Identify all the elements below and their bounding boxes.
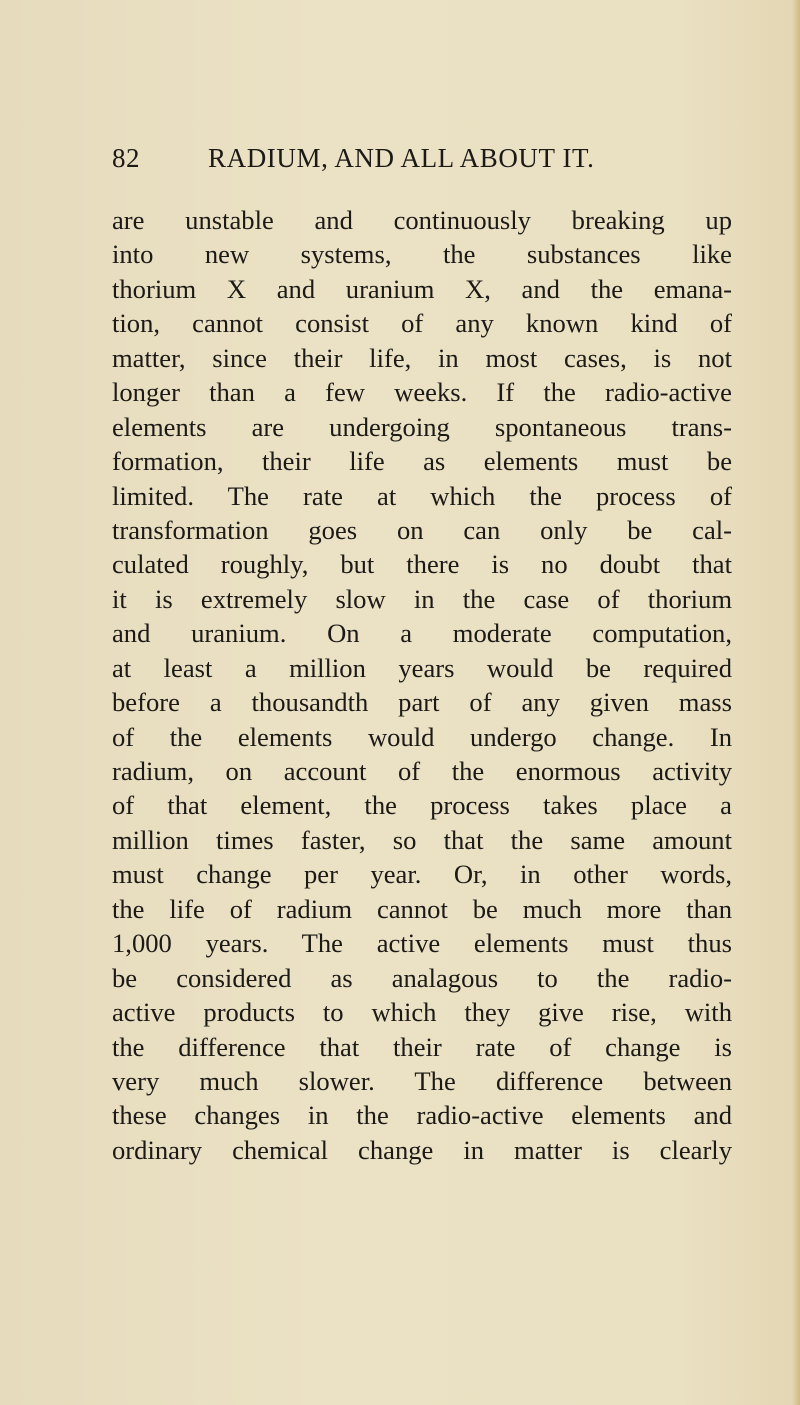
text-line: 1,000 years. The active elements must thus xyxy=(112,928,732,959)
text-line: very much slower. The difference between xyxy=(112,1065,732,1096)
text-line: longer than a few weeks. If the radio-active xyxy=(112,377,732,408)
text-line: the difference that their rate of change is xyxy=(112,1031,732,1062)
text-line: before a thousandth part of any given mass xyxy=(112,687,732,718)
text-line: elements are undergoing spontaneous trans- xyxy=(112,411,732,442)
text-line: these changes in the radio-active elements and xyxy=(112,1100,732,1131)
body-text xyxy=(112,203,732,1167)
page-edge xyxy=(792,0,800,1405)
text-line: ordinary chemical change in matter is clearly xyxy=(112,1134,732,1165)
text-line: are unstable and continuously breaking up xyxy=(112,205,732,235)
text-line: limited. The rate at which the process of xyxy=(112,480,732,511)
text-line: and uranium. On a moderate computation, xyxy=(112,618,732,649)
text-line: radium, on account of the enormous activity xyxy=(112,756,732,786)
text-line: the life of radium cannot be much more than xyxy=(112,893,732,924)
text-line: matter, since their life, in most cases, is not xyxy=(112,342,732,373)
text-line: thorium X and uranium X, and the emana- xyxy=(112,273,732,304)
text-line: of the elements would undergo change. In xyxy=(112,721,732,752)
running-title: RADIUM, AND ALL ABOUT IT. xyxy=(208,143,595,173)
text-line: at least a million years would be required xyxy=(112,652,732,683)
text-line: be considered as analagous to the radio- xyxy=(112,962,732,993)
text-line: transformation goes on can only be cal- xyxy=(112,514,732,545)
text-line: of that element, the process takes place a xyxy=(112,790,732,821)
text-line: must change per year. Or, in other words, xyxy=(112,859,732,890)
text-line: culated roughly, but there is no doubt that xyxy=(112,549,732,580)
page-number: 82 xyxy=(112,143,140,173)
text-line: million times faster, so that the same amount xyxy=(112,824,732,855)
text-line: into new systems, the substances like xyxy=(112,239,732,270)
text-line: active products to which they give rise, with xyxy=(112,997,732,1028)
text-line: formation, their life as elements must be xyxy=(112,446,732,477)
text-line: tion, cannot consist of any known kind of xyxy=(112,308,732,339)
page-header xyxy=(112,143,692,179)
text-line: it is extremely slow in the case of thorium xyxy=(112,583,732,614)
